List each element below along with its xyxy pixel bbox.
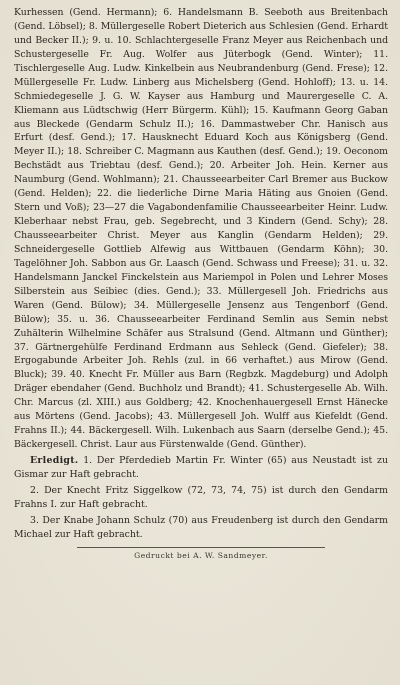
erledigt-item-3 [14,514,388,541]
erledigt-item-2 [14,484,388,511]
erledigt-section [14,454,388,541]
notices-paragraph: Kurhessen (Gend. Hermann); 6. Handelsmann B. Seeboth aus Breitenbach (Gend. Löbsel); 8. Müllergeselle Robert Dieterich aus Schlesien (Gend. Erhardt und Becker II.); 9. u. 10. Schlachtergeselle Franz Meyer aus Reichenbach und Schustergeselle Fr. Aug. Wolfer aus Jüterbogk (Gend. Winter); 11. Tischlergeselle Aug. Ludw. Kinkelbein aus Neubrandenburg (Gend. Frese); 12. Müllergeselle Fr. Ludw. Linberg aus Michelsberg (Gend. Hohloff); 13. u. 14. Schmiedegeselle J. G. W. Kayser aus Hamburg und Maurergeselle C. A. Kliemann aus Lüdtschwig (Herr Bürgerm. Kühl); 15. Kaufmann Georg Gaban aus Bleckede (Gendarm Schulz II.); 16. Dammastweber Chr. Hanisch aus Erfurt (desf. Gend.); 17. Hausknecht Eduard Koch aus Königsberg (Gend. Meyer II.); 18. Schreiber C. Magmann aus Kauthen (desf. Gend.); 19. Oeconom Bechstädt aus Triebtau (desf. Gend.); 20. Arbeiter Joh. Hein. Kerner aus Naumburg (Gend. Wohlmann); 21. Chausseearbeiter Carl Bremer aus Buckow (Gend. Helden); 22. die liederliche Dirne Maria Häting aus Gnoien (Gend. Stern und Voß); 23—27 die Vagabondenfamilie Chausseearbeiter Heinr. Ludw. Kleberhaar nebst Frau, geb. Segebrecht, und 3 Kindern (Gend. Schy); 28. Chausseearbeiter Christ. Meyer aus Kanglin (Gendarm Helden); 29. Schneidergeselle Gottlieb Alfewig aus Wittbauen (Gendarm Köhn); 30. Tagelöhner Joh. Sabbon aus Gr. Laasch (Gend. Schwass und Freese); 31. u. 32. Handelsmann Janckel Finckelstein aus Mariempol in Polen und Lehrer Moses Silberstein aus Seibiec (dies. Gend.); 33. Müllergesell Joh. Friedrichs aus Waren (Gend. Bülow); 34. Müllergeselle Jensenz aus Tengenborf (Gend. Bülow); 35. u. 36. Chausseearbeiter Ferdinand Semlin aus Semin nebst Zuhälterin Wilhelmine Schäfer aus Stralsund (Gend. Altmann und Günther); 37. Gärtnergehülfe Ferdinand Erdmann aus Sehleck (Gend. Giefeler); 38. Ergogabunde Arbeiter Joh. Rehls (zul. in 66 verhaftet.) aus Mirow (Gend. Bluck); 39. 40. Knecht Fr. Müller aus Barn (Regbzk. Magdeburg) und Adolph Dräger ebendaher (Gend. Buchholz und Brandt); 41. Schustergeselle Ab. Wilh. Chr. Marcus (zl. XIII.) aus Goldberg; 42. Knochenhauergesell Ernst Hänecke aus Mörtens (Gend. Jacobs); 43. Müllergesell Joh. Wulff aus Kiefeldt (Gend. Frahns II.); 44. Bäckergesell. Wilh. Lukenbach aus Saarn (derselbe Gend.); 45. Bäckergesell. Christ. Laur aus Fürstenwalde (Gend. Günther). [14,7,388,451]
printer-imprint: Gedruckt bei A. W. Sandmeyer. [134,551,268,560]
footer-divider [77,547,325,548]
erledigt-item-text: 2. Der Knecht Fritz Siggelkow (72, 73, 74, 75) ist durch den Gendarm Frahns I. zur Haft gebracht. [14,485,388,510]
erledigt-item-text: 3. Der Knabe Johann Schulz (70) aus Freudenberg ist durch den Gendarm Michael zur Haft gebracht. [14,515,388,540]
erledigt-item-1 [14,454,388,481]
notices-section [14,6,388,452]
erledigt-label: Erledigt. [30,455,79,466]
erledigt-item-text: 1. Der Pferdedieb Martin Fr. Winter (65) aus Neustadt ist zu Gismar zur Haft gebracht. [14,455,388,480]
